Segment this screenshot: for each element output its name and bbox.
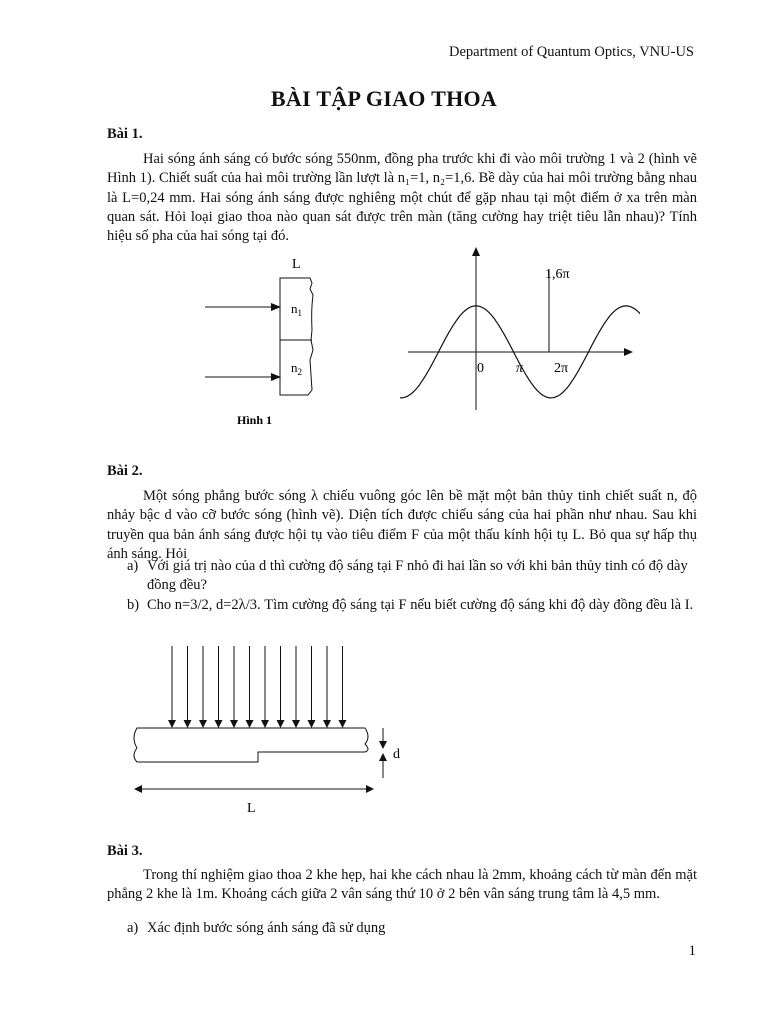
exercise-2-text: Một sóng phẳng bước sóng λ chiếu vuông góc lên bề mặt một bản thủy tinh chiết suất n, độ nhảy bậc d vào cỡ bước sóng (hình vẽ). Diện tích được chiếu sáng của hai phần như nhau. Sau khi truyền qua bản ánh sáng được hội tụ vào tiêu điểm F của một thấu kính hội tụ L. Bỏ qua sự hấp thụ ánh sáng. Hỏi: [107, 488, 697, 562]
page-header: Department of Quantum Optics, VNU-US: [449, 44, 694, 60]
exercise-3-text: Trong thí nghiệm giao thoa 2 khe hẹp, hai khe cách nhau là 2mm, khoảng cách từ màn đến mặt phẳng 2 khe là 1m. Khoảng cách giữa 2 vân sáng thứ 10 ở 2 bên vân sáng trung tâm là 4,5 mm.: [107, 867, 697, 903]
figure-1-label-n2: $n_2$: [291, 360, 302, 377]
exercise-2-item-a: [127, 557, 697, 596]
item-text: Xác định bước sóng ánh sáng đã sử dụng: [147, 920, 386, 936]
exercise-3-heading: Bài 3.: [107, 843, 143, 859]
glass-plate: [134, 728, 368, 762]
exercise-2-item-b: [127, 596, 697, 615]
exercise-1-heading: Bài 1.: [107, 126, 143, 142]
figure-1-media: [195, 250, 325, 430]
figure-1-label-n1: $n_1$: [291, 301, 302, 318]
item-label: a): [127, 558, 139, 574]
item-text: Cho n=3/2, d=2λ/3. Tìm cường độ sáng tại F nếu biết cường độ sáng khi độ dày đồng đều là I.: [147, 597, 694, 613]
exercise-3-item-a: [127, 919, 697, 938]
figure-2-label-d: d: [393, 747, 400, 762]
page-number: 1: [688, 943, 696, 959]
graph-label-2pi: 2π: [554, 361, 569, 376]
figure-2-label-L: L: [247, 801, 256, 816]
graph-label-0: 0: [477, 361, 484, 376]
incident-rays: [172, 646, 343, 727]
graph-label-1-6pi: 1,6π: [545, 267, 570, 282]
document-title: BÀI TẬP GIAO THOA: [270, 86, 498, 111]
exercise-1-text: Hai sóng ánh sáng có bước sóng 550nm, đồng pha trước khi đi vào môi trường 1 và 2 (hình vẽ Hình 1). Chiết suất của hai môi trường lần lượt là n₁=1, n₂=1,6. Bề dày của hai môi trường bằng nhau là L=0,24 mm. Hai sóng ánh sáng được nghiêng một chút để gặp nhau tại một điểm ở xa trên màn quan sát. Hỏi loại giao thoa nào quan sát được trên màn (tăng cường hay triệt tiêu lẫn nhau)? Tính hiệu số pha của hai sóng tại đó.: [107, 151, 697, 245]
item-text: Với giá trị nào của d thì cường độ sáng tại F nhỏ đi hai lần so với khi bản thủy tinh có độ dày đồng đều?: [147, 558, 688, 594]
phase-graph: [400, 240, 640, 415]
graph-label-pi: π: [516, 361, 524, 376]
figure-1-caption: Hình 1: [237, 413, 273, 427]
item-label: b): [127, 597, 140, 613]
figure-1-label-L: L: [292, 257, 301, 272]
figure-2-media: [125, 640, 415, 820]
exercise-2-heading: Bài 2.: [107, 463, 143, 479]
item-label: a): [127, 920, 139, 936]
